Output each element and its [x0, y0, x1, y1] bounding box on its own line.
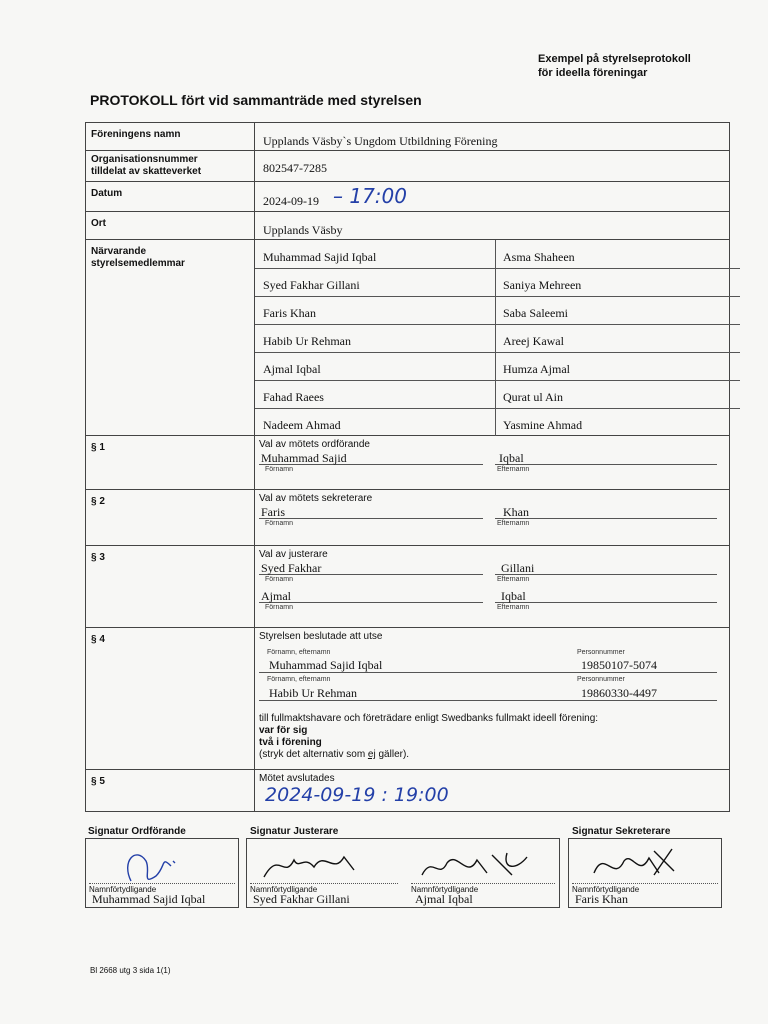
label-members-1: Närvarande — [91, 246, 147, 257]
label-s2: § 2 — [86, 490, 255, 546]
value-datum: 2024-09-19 — [263, 194, 319, 208]
row-s3 — [86, 546, 730, 628]
s4-pnr-cap1: Personnummer — [577, 649, 625, 656]
label-ort: Ort — [86, 212, 255, 240]
label-orgnr — [86, 151, 255, 182]
cell-s2 — [255, 490, 730, 546]
cell-s5 — [255, 770, 730, 812]
sig-box-just — [246, 838, 560, 908]
s2-title: Val av mötets sekreterare — [259, 493, 373, 504]
s3-last1: Gillani — [501, 561, 535, 575]
label-orgnr-2: tilldelat av skatteverket — [91, 166, 202, 177]
s4-note-em: ej — [367, 749, 376, 760]
cell-s3 — [255, 546, 730, 628]
sig-just2-cap: Namnförtydligande — [411, 885, 479, 894]
s1-first: Muhammad Sajid — [261, 451, 347, 465]
signature-just2-image — [417, 845, 537, 885]
s4-note — [259, 749, 409, 760]
label-s4: § 4 — [86, 628, 255, 770]
value-orgnr: 802547-7285 — [263, 161, 327, 175]
member-right-5: Qurat ul Ain — [503, 390, 563, 404]
s4-note-pre: (stryk det alternativ som — [259, 749, 368, 760]
s4-pnr2: 19860330-4497 — [581, 686, 657, 700]
s4-name-cap1: Förnamn, efternamn — [267, 649, 331, 656]
signature-sekr-image — [584, 843, 684, 887]
sig-box-ordf — [85, 838, 239, 908]
s1-last: Iqbal — [499, 451, 524, 465]
signature-just1-image — [259, 845, 369, 885]
row-forening — [86, 123, 730, 151]
row-s4 — [86, 628, 730, 770]
s3-first-cap2: Förnamn — [265, 604, 294, 611]
cell-members — [255, 240, 730, 436]
member-right-2: Saba Saleemi — [503, 306, 568, 320]
s3-title: Val av justerare — [259, 549, 328, 560]
s5-handwritten: 2024-09-19 : 19:00 — [265, 784, 449, 806]
form-footer: Bl 2668 utg 3 sida 1(1) — [90, 966, 171, 975]
s1-last-cap: Efternamn — [497, 466, 530, 473]
row-s5 — [86, 770, 730, 812]
member-right-6: Yasmine Ahmad — [503, 418, 583, 432]
s4-name1: Muhammad Sajid Iqbal — [269, 658, 383, 672]
member-left-4: Ajmal Iqbal — [263, 362, 321, 376]
sig-sekr-cap: Namnförtydligande — [572, 885, 640, 894]
s1-title: Val av mötets ordförande — [259, 439, 370, 450]
member-right-0: Asma Shaheen — [503, 250, 575, 264]
sig-ordf-title: Signatur Ordförande — [88, 826, 186, 837]
member-left-2: Faris Khan — [263, 306, 316, 320]
form-type-heading — [538, 52, 691, 80]
s4-pnr1: 19850107-5074 — [581, 658, 657, 672]
member-left-5: Fahad Raees — [263, 390, 324, 404]
row-s2 — [86, 490, 730, 546]
label-orgnr-1: Organisationsnummer — [91, 154, 198, 165]
sig-just-title: Signatur Justerare — [250, 826, 339, 837]
s2-first-cap: Förnamn — [265, 520, 294, 527]
cell-s4 — [255, 628, 730, 770]
cell-ort — [255, 212, 730, 240]
s3-first-cap1: Förnamn — [265, 576, 294, 583]
member-right-4: Humza Ajmal — [503, 362, 570, 376]
s4-option1: var för sig — [259, 725, 308, 736]
member-left-3: Habib Ur Rehman — [263, 334, 351, 348]
label-s3: § 3 — [86, 546, 255, 628]
s5-title: Mötet avslutades — [259, 773, 335, 784]
s4-text: till fullmaktshavare och företrädare enligt Swedbanks fullmakt ideell förening: — [259, 713, 599, 724]
cell-forening — [255, 123, 730, 151]
form-type-line1: Exempel på styrelseprotokoll — [538, 53, 691, 65]
handwritten-time: – 17:00 — [333, 184, 407, 208]
sig-sekr-title: Signatur Sekreterare — [572, 826, 671, 837]
row-orgnr — [86, 151, 730, 182]
row-ort — [86, 212, 730, 240]
member-left-0: Muhammad Sajid Iqbal — [263, 250, 377, 264]
value-forening: Upplands Väsby`s Ungdom Utbildning Förening — [263, 134, 498, 148]
label-members-2: styrelsemedlemmar — [91, 258, 185, 269]
row-datum — [86, 182, 730, 212]
s3-last-cap2: Efternamn — [497, 604, 530, 611]
sig-just2-name: Ajmal Iqbal — [415, 892, 473, 906]
member-left-1: Syed Fakhar Gillani — [263, 278, 360, 292]
row-members — [86, 240, 730, 436]
page-title: PROTOKOLL fört vid sammanträde med styrelsen — [90, 92, 422, 108]
s1-first-cap: Förnamn — [265, 466, 294, 473]
s4-title: Styrelsen beslutade att utse — [259, 631, 383, 642]
s3-last2: Iqbal — [501, 589, 526, 603]
s2-last: Khan — [503, 505, 529, 519]
label-datum: Datum — [86, 182, 255, 212]
form-type-line2: för ideella föreningar — [538, 67, 648, 79]
s4-note-post: gäller). — [375, 749, 410, 760]
s2-first: Faris — [261, 505, 285, 519]
sig-just1-cap: Namnförtydligande — [250, 885, 318, 894]
label-forening: Föreningens namn — [86, 123, 255, 151]
protocol-table — [85, 122, 730, 812]
s3-last-cap1: Efternamn — [497, 576, 530, 583]
sig-just1-name: Syed Fakhar Gillani — [253, 892, 350, 906]
sig-ordf-cap: Namnförtydligande — [89, 885, 157, 894]
s4-name-cap2: Förnamn, efternamn — [267, 676, 331, 683]
member-right-3: Areej Kawal — [503, 334, 564, 348]
cell-datum — [255, 182, 730, 212]
sig-sekr-name: Faris Khan — [575, 892, 628, 906]
s4-pnr-cap2: Personnummer — [577, 676, 625, 683]
sig-ordf-name: Muhammad Sajid Iqbal — [92, 892, 206, 906]
member-left-6: Nadeem Ahmad — [263, 418, 341, 432]
s4-name2: Habib Ur Rehman — [269, 686, 357, 700]
s2-last-cap: Efternamn — [497, 520, 530, 527]
row-s1 — [86, 436, 730, 490]
member-right-1: Saniya Mehreen — [503, 278, 582, 292]
s3-first2: Ajmal — [261, 589, 291, 603]
sig-box-sekr — [568, 838, 722, 908]
s4-option2: två i förening — [259, 737, 322, 748]
cell-s1 — [255, 436, 730, 490]
s3-first1: Syed Fakhar — [261, 561, 322, 575]
label-s1: § 1 — [86, 436, 255, 490]
label-members — [86, 240, 255, 436]
cell-orgnr — [255, 151, 730, 182]
value-ort: Upplands Väsby — [263, 223, 343, 237]
label-s5: § 5 — [86, 770, 255, 812]
